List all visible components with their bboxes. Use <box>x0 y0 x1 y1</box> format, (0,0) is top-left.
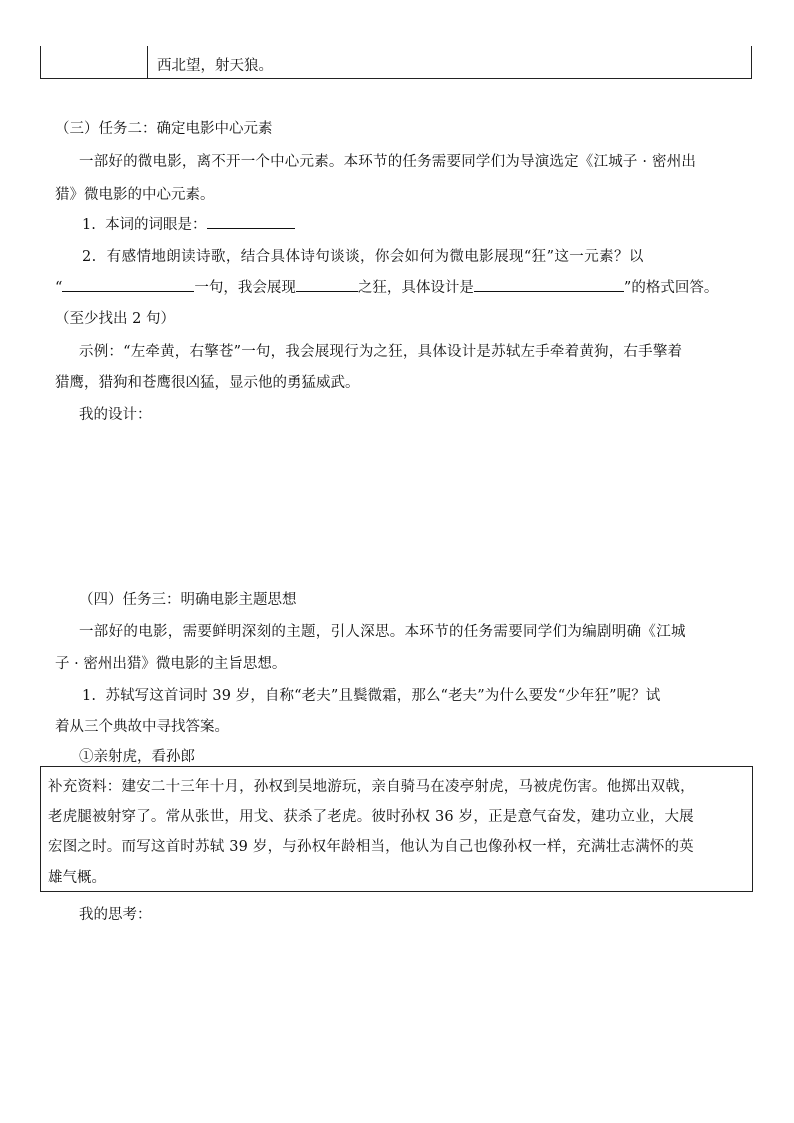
task2-question-1 <box>82 213 295 234</box>
q1-answer-blank[interactable] <box>207 214 295 229</box>
top-table <box>40 46 752 79</box>
q2-part-c: ”的格式回答。 <box>623 280 719 296</box>
task2-question-2 <box>82 245 644 266</box>
q2-open-quote: “ <box>55 280 63 296</box>
task2-question-2-format <box>55 276 718 297</box>
q2-blank-verse[interactable] <box>62 277 194 292</box>
q2-line1: 有感情地朗读诗歌，结合具体诗句谈谈，你会如何为微电影展现“狂”这一元素？以 <box>106 249 644 265</box>
task2-intro-line1: 一部好的微电影，离不开一个中心元素。本环节的任务需要同学们为导演选定《江城子 · 密州出 <box>79 154 697 170</box>
task3-q1-line2: 着从三个典故中寻找答案。 <box>55 719 229 735</box>
table-cell-right: 西北望，射天狼。 <box>157 58 273 74</box>
task3-question-1 <box>82 684 660 705</box>
supplement-line: 补充资料：建安二十三年十月，孙权到吴地游玩，亲自骑马在凌亭射虎，马被虎伤害。他掷出双戟， <box>48 779 695 795</box>
supplement-box <box>40 766 753 892</box>
task2-my-design-label: 我的设计： <box>79 407 152 423</box>
supplement-line: 老虎腿被射穿了。常从张世，用戈、获杀了老虎。彼时孙权 36 岁，正是意气奋发，建功立业，大展 <box>48 809 694 825</box>
task3-q1-line1: 苏轼写这首词时 39 岁，自称“老夫”且鬓微霜，那么“老夫”为什么要发“少年狂”呢？试 <box>105 688 661 704</box>
task2-intro-line2: 猎》微电影的中心元素。 <box>55 187 215 203</box>
supplement-line: 雄气概。 <box>48 870 106 886</box>
task3-my-thinking-label: 我的思考： <box>79 907 152 923</box>
task3-heading: （四）任务三：明确电影主题思想 <box>79 592 297 608</box>
q2-blank-type[interactable] <box>296 277 358 292</box>
task2-heading: （三）任务二：确定电影中心元素 <box>55 121 273 137</box>
task3-intro-line2: 子 · 密州出猎》微电影的主旨思想。 <box>55 656 287 672</box>
q1-text: 本词的词眼是： <box>105 217 207 233</box>
q1-number: 1. <box>82 217 96 233</box>
q2-blank-design[interactable] <box>474 277 624 292</box>
q2-number: 2. <box>82 249 97 265</box>
table-cell-left <box>41 46 148 78</box>
task2-example-line1: 示例：“左牵黄，右擎苍”一句，我会展现行为之狂，具体设计是苏轼左手牵着黄狗，右手擎着 <box>79 344 683 360</box>
task2-question-2-note: （至少找出 2 句） <box>55 311 175 327</box>
task3-q1-number: 1. <box>82 688 97 704</box>
task3-allusion-1: ①亲射虎，看孙郎 <box>79 749 195 765</box>
q2-part-b: 之狂，具体设计是 <box>357 280 474 296</box>
task2-example-line2: 猎鹰，猎狗和苍鹰很凶猛，显示他的勇猛威武。 <box>55 375 360 391</box>
q2-part-a: 一句，我会展现 <box>194 280 296 296</box>
supplement-line: 宏图之时。而写这首时苏轼 39 岁，与孙权年龄相当，他认为自己也像孙权一样，充满壮志满怀的英 <box>48 839 694 855</box>
task3-intro-line1: 一部好的电影，需要鲜明深刻的主题，引人深思。本环节的任务需要同学们为编剧明确《江城 <box>79 624 686 640</box>
